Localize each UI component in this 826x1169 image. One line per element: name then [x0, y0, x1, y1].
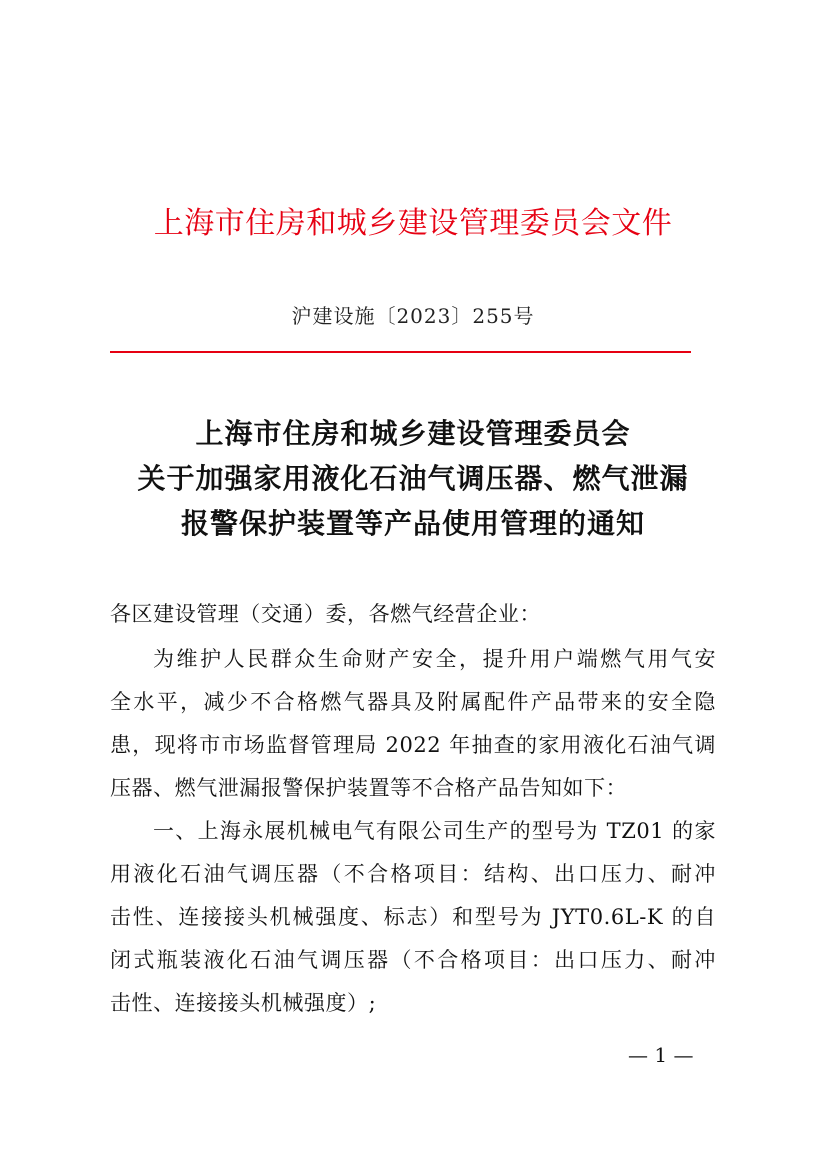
document-number: 沪建设施〔2023〕255号 [291, 304, 535, 328]
body-line: 闭式瓶装液化石油气调压器（不合格项目：出口压力、耐冲 [110, 948, 716, 972]
body-line: 击性、连接接头机械强度）; [110, 991, 377, 1015]
body-line: 用液化石油气调压器（不合格项目：结构、出口压力、耐冲 [110, 862, 716, 886]
issuer-title: 上海市住房和城乡建设管理委员会文件 [153, 206, 673, 241]
title-line: 关于加强家用液化石油气调压器、燃气泄漏 [137, 462, 689, 495]
body-line: 患，现将市市场监督管理局 2022 年抽查的家用液化石油气调 [110, 733, 716, 757]
body-line: 为维护人民群众生命财产安全，提升用户端燃气用气安 [153, 647, 716, 671]
body-line: 击性、连接接头机械强度、标志）和型号为 JYT0.6L-K 的自 [110, 905, 716, 929]
title-line: 报警保护装置等产品使用管理的通知 [180, 507, 645, 540]
body-line: 全水平，减少不合格燃气器具及附属配件产品带来的安全隐 [110, 690, 716, 714]
red-divider [110, 351, 691, 353]
title-line: 上海市住房和城乡建设管理委员会 [195, 417, 631, 450]
body-line: 压器、燃气泄漏报警保护装置等不合格产品告知如下： [110, 776, 628, 800]
body-line: 一、上海永展机械电气有限公司生产的型号为 TZ01 的家 [153, 819, 716, 843]
page-number: — 1 — [628, 1043, 694, 1067]
salutation: 各区建设管理（交通）委，各燃气经营企业： [110, 602, 541, 626]
